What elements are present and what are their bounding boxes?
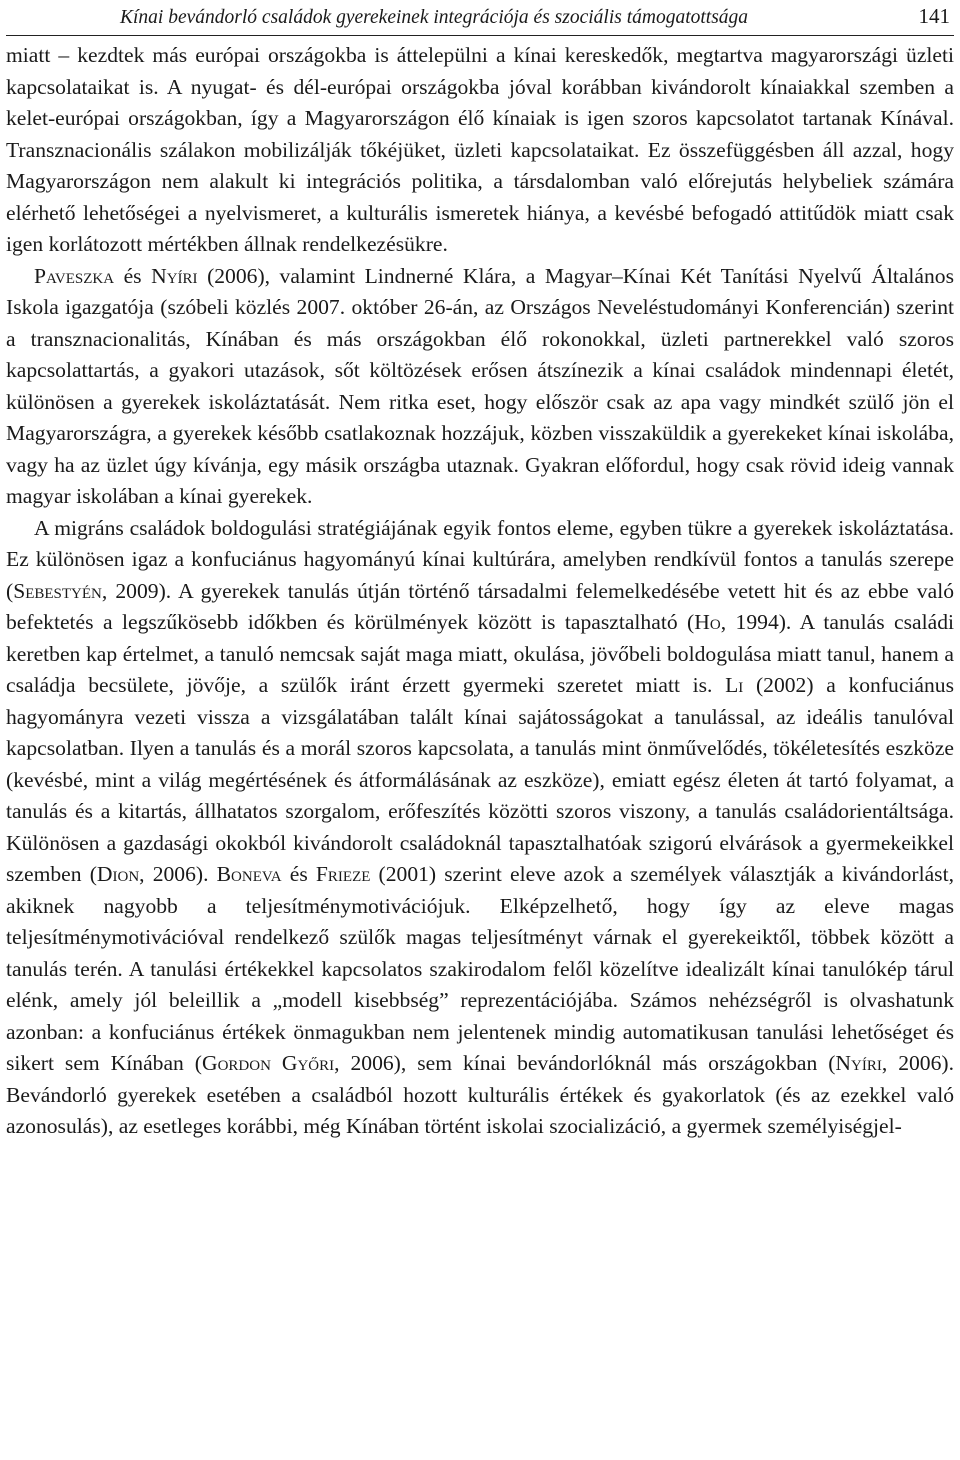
citation-author: Ho (694, 610, 721, 634)
citation-author: Boneva (216, 862, 282, 886)
paragraph-text: és (114, 263, 152, 288)
paragraph-text: (2002) a konfuciánus hagyományra vezeti vissza a vizsgálatában talált kínai sajátosságokat a tanulással, az ideális tanulóval kapcsolatban. Ilyen a tanulás és a morál szoros kapcsolata, a tanulás mint önművelődés, tökéletesítés eszköze (kevésbé, mint a világ megértésének és átformálásának az eszköze), emiatt egész életen át tartó folyamat, a tanulás és a kitartás, állhatatos szorgalom, erőfeszítés közötti szoros viszony, a tanulás családorientáltsága. Különösen a gazdasági okokból kivándorolt családoknál tapasztalhatóak szigorú elvárások a gyermekeikkel szemben ( (6, 673, 954, 886)
paragraph-3 (6, 513, 954, 1143)
paragraph-text: , 1994). A tanulás családi keretben kap értelmet, a tanuló nemcsak saját maga miatt, okulása, jövőbeli boldogulása miatt tanul, hanem a családja becsülete, jövője, a szülők iránt érzett gyermeki szeretet miatt is. (6, 610, 954, 697)
paragraph-text: (2001) szerint eleve azok a személyek választják a kivándorlást, akiknek nagyobb a teljesítménymotivációjuk. Elképzelhető, hogy így az eleve magas teljesítménymotivációval rendelkező szülők magas teljesítményt várnak el gyerekeiktől, többek között a tanulás terén. A tanulási értékekkel kapcsolatos szakirodalom felől közelítve idealizált kínai tanulókép tárul elénk, amely jól beleillik a „modell kisebbség” reprezentációjába. Számos nehézségről is olvashatunk azonban: a konfuciánus értékek önmagukban nem jelentenek mindig automatikusan tanulási lehetőséget és sikert sem Kínában ( (6, 862, 954, 1075)
citation-author: Dion (96, 862, 140, 886)
paragraph-text: miatt – kezdtek más európai országokba is áttelepülni a kínai kereskedők, megtartva magyarországi üzleti kapcsolataikat is. A nyugat- és dél-európai országokba jóval korábban kivándorolt kínaiakkal szemben a kelet-európai országokban, így a Magyarországon élő kínaiak is igen szoros kapcsolatot tartanak Kínával. Transznacionális szálakon mobilizálják tőkéjüket, üzleti kapcsolataikat. Ez összefüggésben áll azzal, hogy Magyarországon nem alakult ki integrációs politika, a társdalomban való előrejutás helybeliek számára elérhető lehetőségei a nyelvismeret, a kulturális ismeretek hiánya, a kevésbé befogadó attitűdök miatt csak igen korlátozott mértékben állnak rendelkezésükre. (6, 43, 954, 256)
paragraph-1 (6, 40, 954, 261)
citation-author: Nyíri (835, 1051, 882, 1075)
paragraph-text: és (281, 862, 316, 886)
citation-author: Frieze (315, 862, 371, 886)
author-name: Nyíri (151, 263, 198, 288)
paragraph-text: A migráns családok boldogulási stratégiájának egyik fontos eleme, egyben tükre a gyerekek iskoláztatása. Ez különösen igaz a konfuciánus hagyományú kínai kultúrára, amelyben rendkívül fontos a tanulás szerepe ( (6, 515, 954, 603)
running-title: Kínai bevándorló családok gyerekeinek integrációja és szociális támogatottsága (120, 7, 749, 28)
citation-author: Gordon Győri (201, 1051, 335, 1075)
author-name: Paveszka (34, 263, 115, 288)
paragraph-text: , 2006). Bevándorló gyerekek esetében a családból hozott kulturális értékek és gyakorlatok (és az ezekkel való azonosulás), az esetleges korábbi, még Kínában történt iskolai szocializáció, a gyermek személyiségjel- (6, 1051, 954, 1138)
citation-author: Li (725, 673, 744, 697)
running-header (6, 0, 954, 36)
paragraph-text: (2006), valamint Lindnerné Klára, a Magyar–Kínai Két Tanítási Nyelvű Általános Iskola igazgatója (szóbeli közlés 2007. október 26-án, az Országos Neveléstudományi Konferencián) szerint a transznacionalitás, Kínában és más országokban élő rokonokkal, üzleti partnerekkel való szoros kapcsolattartás, a gyakori utazások, sőt költözések erősen átszínezik a kínai családok mindennapi életét, különösen a gyerekek iskoláztatását. Nem ritka eset, hogy először csak az apa vagy mindkét szülő jön el Magyarországra, a gyerekek később csatlakoznak hozzájuk, közben visszaküldik a gyerekeket kínai iskolába, vagy ha az üzlet úgy kívánja, egy másik országba utaznak. Gyakran előfordul, hogy csak rövid ideig vannak magyar iskolában a kínai gyerekek. (6, 263, 954, 508)
page-number: 141 (918, 4, 950, 28)
body-text (6, 40, 954, 1143)
paragraph-text: , 2006), sem kínai bevándorlóknál más országokban ( (334, 1051, 836, 1075)
paragraph-2 (6, 261, 954, 513)
paragraph-text: , 2006). (139, 862, 217, 886)
citation-author: Sebestyén (13, 578, 102, 603)
paragraph-text: , 2009). A gyerekek tanulás útján történő társadalmi felemelkedésébe vetett hit és az ebbe való befektetés a legszűkösebb időkben és körülmények között is tapasztalható ( (6, 578, 954, 634)
